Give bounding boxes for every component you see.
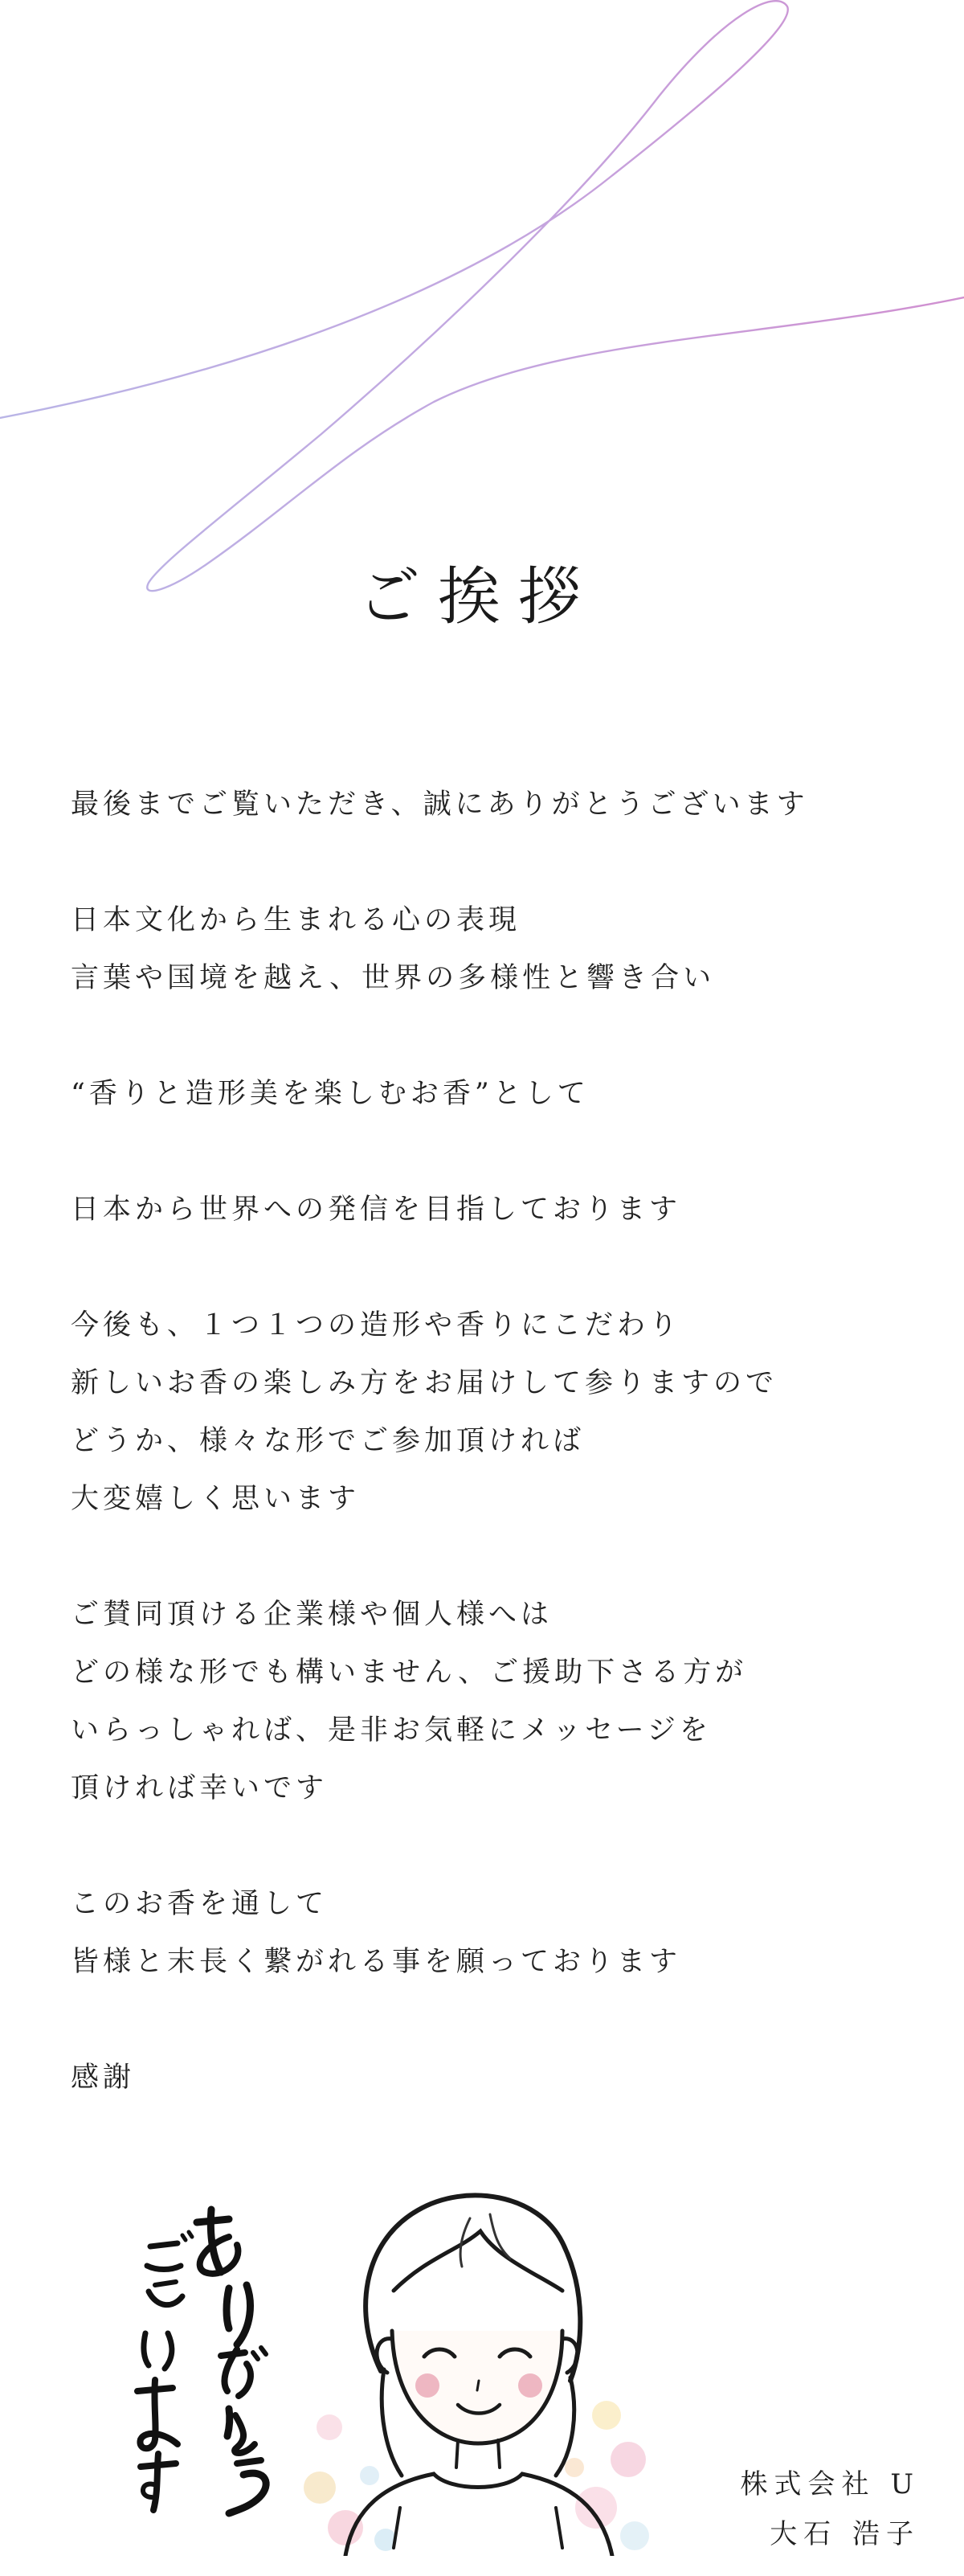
decorative-swirl-line: [0, 0, 964, 611]
message-line: ご賛同頂ける企業様や個人様へは: [71, 1599, 553, 1631]
message-paragraph: [71, 891, 914, 1007]
message-line: 大変嬉しく思います: [71, 1483, 361, 1515]
message-line: いらっしゃれば、是非お気軽にメッセージを: [71, 1714, 712, 1747]
message-paragraph: [71, 1875, 914, 1991]
message-line: 日本から世界への発信を目指しております: [71, 1194, 682, 1226]
handwritten-thanks-calligraphy: [108, 2198, 285, 2536]
portrait-illustration: [297, 2170, 659, 2556]
message-paragraph: [71, 1586, 914, 1817]
message-line: 日本文化から生まれる心の表現: [71, 904, 521, 936]
page-title: ご挨拶: [357, 561, 598, 633]
message-line: “香りと造形美を楽しむお香”として: [71, 1078, 590, 1110]
message-line: このお香を通して: [71, 1888, 329, 1920]
signature-block: [741, 2459, 920, 2559]
message-line: どうか、様々な形でご参加頂ければ: [71, 1425, 586, 1457]
message-line: 感謝: [71, 2062, 136, 2094]
message-paragraph: [71, 2049, 914, 2107]
message-line: 言葉や国境を越え、世界の多様性と響き合い: [71, 962, 716, 994]
company-name: 株式会社 U: [740, 2468, 920, 2500]
message-paragraph: [71, 1181, 914, 1239]
message-paragraph: [71, 776, 914, 833]
message-line: どの様な形でも構いません、ご援助下さる方が: [71, 1657, 748, 1689]
message-line: 最後までご覧いただき、誠にありがとうございます: [71, 788, 809, 821]
author-name: 大石 浩子: [770, 2518, 920, 2550]
message-line: 今後も、１つ１つの造形や香りにこだわり: [71, 1309, 682, 1341]
message-paragraph: [71, 1065, 914, 1123]
message-line: 頂ければ幸いです: [71, 1772, 329, 1804]
message-line: 皆様と末長く繋がれる事を願っております: [71, 1946, 682, 1978]
greeting-message: [71, 776, 914, 2164]
message-line: 新しいお香の楽しみ方をお届けして参りますので: [71, 1367, 778, 1399]
message-paragraph: [71, 1296, 914, 1528]
